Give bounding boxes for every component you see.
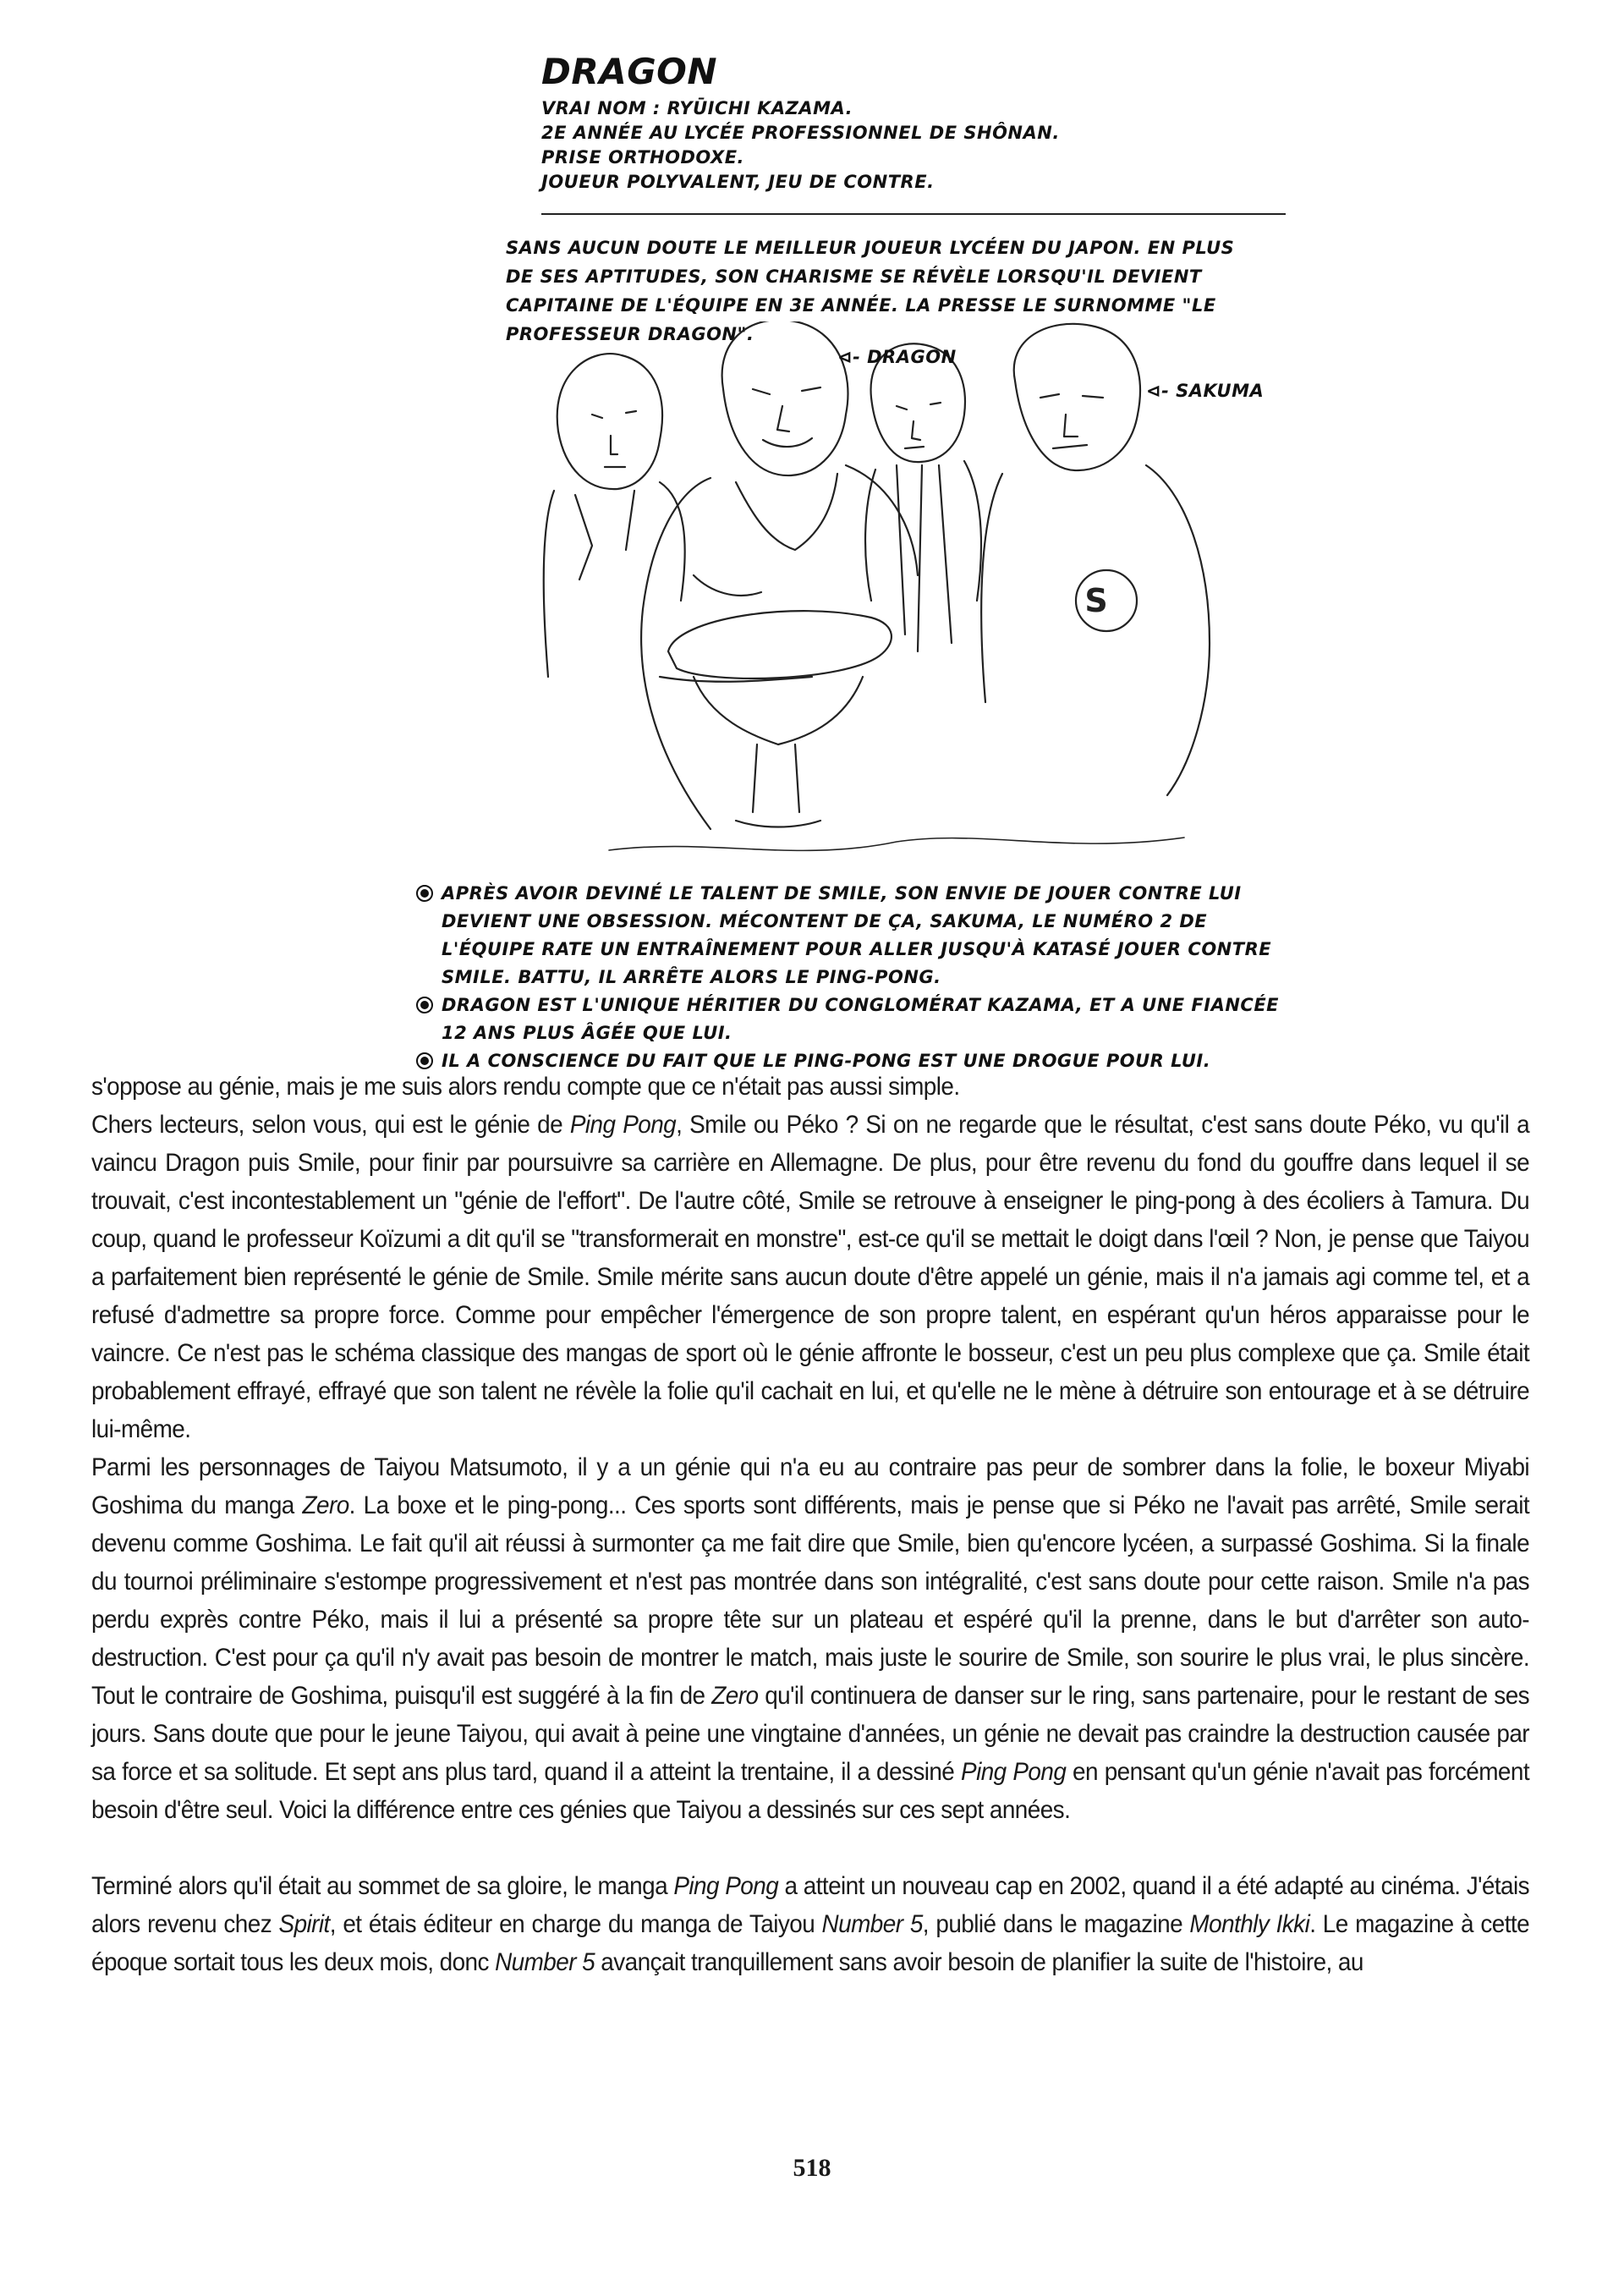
profile-divider [541, 213, 1286, 215]
bullet-icon [416, 1052, 433, 1069]
paragraph [91, 1867, 1529, 1981]
title-spirit: Spirit [278, 1910, 330, 1938]
text-run: . La boxe et le ping-pong... Ces sports sont différents, mais je pense que si Péko ne l'avait pas arrêté, Smile serait devenu comme Goshima. Le fait qu'il ait réussi à surmonter ça me fait dire que Smile, bien qu'encore lycéen, a surpassé Goshima. Si la finale du tournoi préliminaire s'estompe progressivement et n'est pas montrée dans son intégralité, c'est sans doute pour cette raison. Smile n'a pas perdu exprès contre Péko, mais il lui a présenté sa propre tête sur un plateau et espéré qu'il la prenne, dans le but d'arrêter son auto-destruction. C'est pour ça qu'il n'y avait pas besoin de montrer le match, mais juste le sourire de Smile, son sourire le plus vrai, le plus sincère. Tout le contraire de Goshima, puisqu'il est suggéré à la fin de [91, 1491, 1530, 1710]
text-run: qu'il continuera de danser sur le ring, sans partenaire, pour le restant de ses jours. Sans doute que pour le jeune Taiyou, qui avait à peine une vingtaine d'années, un génie ne devait pas craindre la destruction causée par sa force et sa solitude. Et sept ans plus tard, quand il a atteint la trentaine, il a dessiné [91, 1682, 1530, 1786]
paragraph: s'oppose au génie, mais je me suis alors rendu compte que ce n'était pas aussi simple. [91, 1073, 960, 1101]
title-zero: Zero [711, 1682, 759, 1710]
trophy-cup [668, 611, 892, 827]
trivia-note [416, 880, 1279, 991]
title-ping-pong: Ping Pong [569, 1111, 677, 1139]
title-number-5: Number 5 [821, 1910, 923, 1938]
callout-sakuma [1146, 381, 1264, 401]
title-monthly-ikki: Monthly Ikki [1189, 1910, 1310, 1938]
trivia-note-text: IL A CONSCIENCE DU FAIT QUE LE PING-PONG EST UNE DROGUE POUR LUI. [442, 1051, 1211, 1071]
title-ping-pong: Ping Pong [961, 1758, 1067, 1786]
page-number: 518 [793, 2154, 831, 2182]
title-number-5: Number 5 [495, 1948, 595, 1976]
text-run: avançait tranquillement sans avoir besoin de planifier la suite de l'histoire, au [595, 1948, 1363, 1976]
arrow-left-icon: ⊲- [837, 347, 868, 367]
arrow-left-icon: ⊲- [1146, 381, 1177, 401]
team-illustration [541, 321, 1269, 871]
text-run: Terminé alors qu'il était au sommet de sa gloire, le manga [91, 1872, 674, 1900]
text-run: . Le magazine à cette époque sortait tous les deux mois, donc [91, 1910, 1530, 1976]
bullet-icon [416, 885, 433, 902]
profile-fact: 2E ANNÉE AU LYCÉE PROFESSIONNEL DE SHÔNAN. [541, 123, 1060, 143]
trivia-notes [416, 880, 1279, 1075]
title-ping-pong: Ping Pong [673, 1872, 779, 1900]
text-run: , publié dans le magazine [922, 1910, 1190, 1938]
profile-facts [541, 96, 1303, 195]
callout-dragon [837, 347, 957, 367]
trivia-note-text: DRAGON EST L'UNIQUE HÉRITIER DU CONGLOMÉRAT KAZAMA, ET A UNE FIANCÉE 12 ANS PLUS ÂGÉE QUE LUI. [442, 995, 1280, 1043]
profile-description: SANS AUCUN DOUTE LE MEILLEUR JOUEUR LYCÉEN DU JAPON. EN PLUS DE SES APTITUDES, SON CHARISME SE RÉVÈLE LORSQU'IL DEVIENT CAPITAINE DE L'ÉQUIPE EN 3E ANNÉE. LA PRESSE LE SURNOMME "LE PROFESSEUR DRAGON". [506, 238, 1235, 344]
text-run: , et étais éditeur en charge du manga de Taiyou [329, 1910, 822, 1938]
title-zero: Zero [302, 1491, 349, 1519]
character-profile [541, 51, 1303, 195]
text-run: en pensant qu'un génie n'avait pas forcément besoin d'être seul. Voici la différence entre ces génies que Taiyou a dessinés sur ces sept années. [91, 1758, 1530, 1824]
bullet-icon [416, 997, 433, 1013]
jersey-letter: S [1084, 582, 1108, 619]
trivia-note-text: APRÈS AVOIR DEVINÉ LE TALENT DE SMILE, SON ENVIE DE JOUER CONTRE LUI DEVIENT UNE OBSESSION. MÉCONTENT DE ÇA, SAKUMA, LE NUMÉRO 2 DE L'ÉQUIPE RATE UN ENTRAÎNEMENT POUR ALLER JUSQU'À KATASÉ JOUER CONTRE SMILE. BATTU, IL ARRÊTE ALORS LE PING-PONG. [442, 883, 1272, 987]
callout-sakuma-label: SAKUMA [1176, 381, 1265, 401]
paragraph [91, 1106, 1529, 1448]
text-run: a atteint un nouveau cap en 2002, quand il a été adapté au cinéma. J'étais alors revenu chez [91, 1872, 1530, 1938]
figure-left [544, 354, 685, 677]
profile-fact: JOUEUR POLYVALENT, JEU DE CONTRE. [541, 172, 935, 192]
trivia-note [416, 991, 1279, 1047]
profile-fact: VRAI NOM : RYŪICHI KAZAMA. [541, 98, 853, 118]
figure-third [865, 343, 981, 651]
text-run: Parmi les personnages de Taiyou Matsumoto, il y a un génie qui n'a eu au contraire pas peur de sombrer dans la folie, le boxeur Miyabi Goshima du manga [91, 1453, 1530, 1519]
text-run: , Smile ou Péko ? Si on ne regarde que le résultat, c'est sans doute Péko, vu qu'il a vaincu Dragon puis Smile, pour finir par poursuivre sa carrière en Allemagne. De plus, pour être revenu du fond du gouffre dans lequel il se trouvait, c'est incontestablement un "génie de l'effort". De l'autre côté, Smile se retrouve à enseigner le ping-pong à des écoliers à Tamura. Du coup, quand le professeur Koïzumi a dit qu'il se "transformerait en monstre", est-ce qu'il se mettait le doigt dans l'œil ? Non, je pense que Taiyou a parfaitement bien représenté le génie de Smile. Smile mérite sans aucun doute d'être appelé un génie, mais il n'a jamais agi comme tel, et a refusé d'admettre sa propre force. Comme pour empêcher l'émergence de son propre talent, en espérant qu'un héros apparaisse pour le vaincre. Ce n'est pas le schéma classique des mangas de sport où le génie affronte le bosseur, c'est un peu plus complexe que ça. Smile était probablement effrayé, effrayé que son talent ne révèle la folie qu'il cachait en lui, et qu'elle ne le mène à détruire son entourage et à se détruire lui-même. [91, 1111, 1530, 1443]
profile-fact: PRISE ORTHODOXE. [541, 147, 745, 168]
text-run: Chers lecteurs, selon vous, qui est le génie de [91, 1111, 570, 1139]
callout-dragon-label: DRAGON [867, 347, 957, 367]
profile-name: DRAGON [541, 51, 718, 92]
paragraph [91, 1448, 1529, 1829]
figure-dragon [641, 321, 918, 829]
article-body [91, 1068, 1529, 1981]
